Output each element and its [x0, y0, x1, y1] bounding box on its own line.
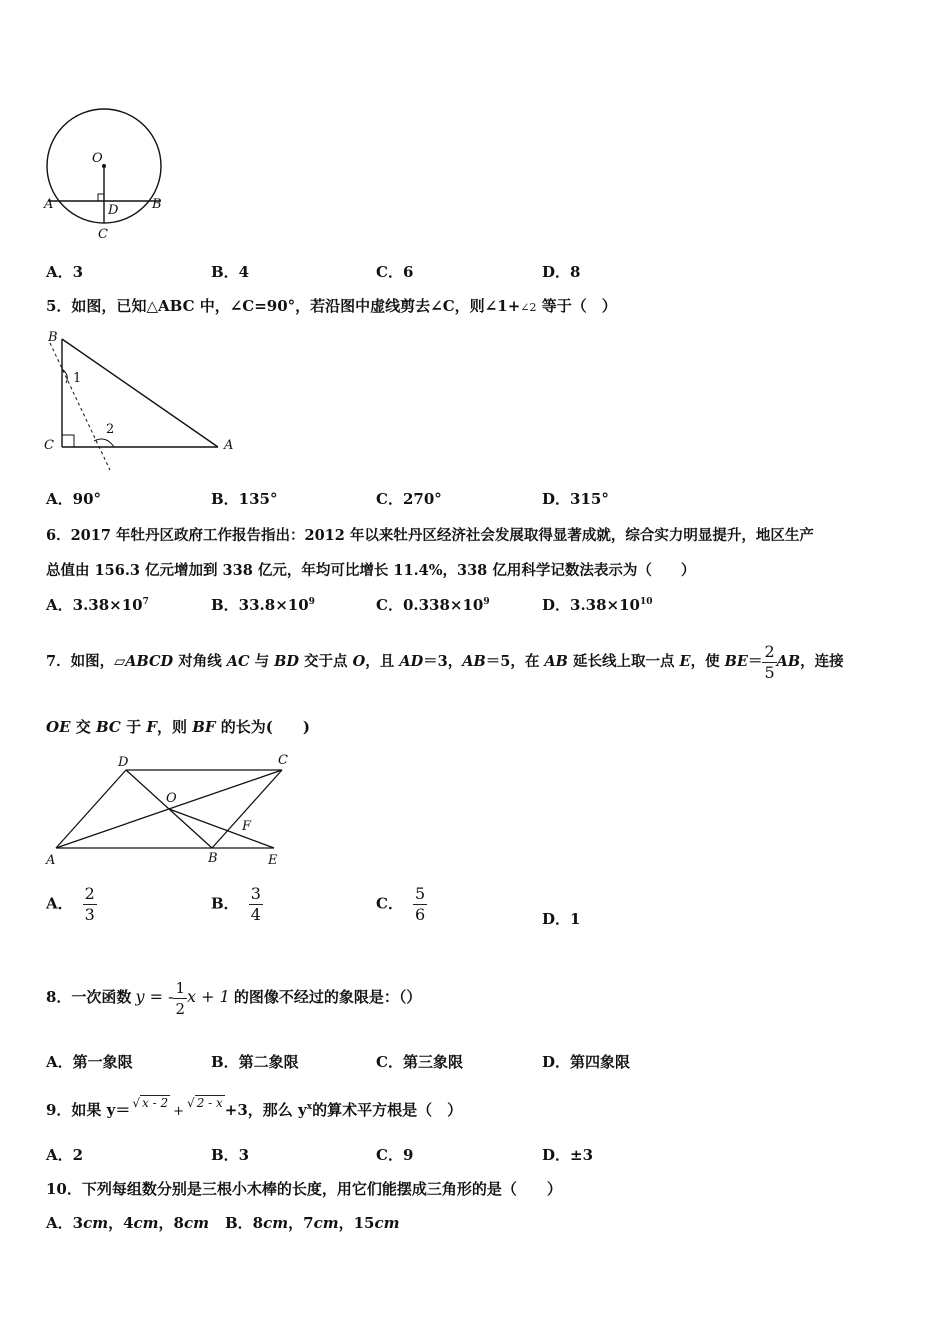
label-B: B: [48, 330, 58, 345]
q7-option-b-fraction: [249, 884, 263, 925]
figure-q4-circle: [40, 100, 180, 250]
q6-option-d-base: D．3.38×10: [542, 596, 640, 614]
q7-l2-text-b: 于: [120, 718, 147, 736]
q7-l2-text-d: 的长为( ): [215, 718, 310, 736]
q6-option-d[interactable]: [542, 594, 653, 615]
q8-fraction: [173, 978, 187, 1019]
q6-option-b[interactable]: [211, 594, 315, 615]
q8-prefix: 8．一次函数: [46, 988, 132, 1006]
q5-option-a[interactable]: A．90°: [46, 490, 102, 508]
q7-shape: ▱ABCD: [114, 653, 174, 670]
q7-stem-line2: [46, 716, 310, 737]
label-E: E: [268, 853, 278, 868]
q7-option-a-denominator: 3: [84, 905, 95, 924]
q10-b-u3: cm: [374, 1214, 400, 1232]
q8-x-tail: x + 1: [187, 987, 230, 1006]
q7-option-a[interactable]: [46, 884, 97, 925]
q6-option-c-exp: 9: [483, 597, 490, 607]
label-C: C: [44, 438, 54, 453]
label-F: F: [242, 819, 252, 834]
q10-a-1: A．3: [46, 1214, 84, 1232]
q5-angle2: ∠2: [520, 301, 537, 314]
q7-text-11: ，连接: [800, 653, 844, 670]
label-A: A: [224, 438, 234, 453]
q10-a-u2: cm: [133, 1214, 159, 1232]
q8-option-a[interactable]: A．第一象限: [46, 1053, 133, 1071]
q4-option-a[interactable]: A．3: [46, 263, 84, 281]
q7-text-2: 对角线: [173, 653, 227, 670]
label-B: B: [152, 197, 162, 212]
q7-text-6: ＝3，: [423, 653, 463, 670]
q7-ab-3: AB: [776, 653, 801, 670]
q7-bc: BC: [95, 718, 121, 736]
q7-text-8: 延长线上取一点: [567, 653, 680, 670]
q7-text-5: ，且: [365, 653, 400, 670]
q9-plus: +: [173, 1104, 185, 1119]
label-B: B: [208, 851, 218, 866]
q8-option-b[interactable]: B．第二象限: [211, 1053, 299, 1071]
q7-ad: AD: [399, 653, 424, 670]
q9-prefix: 9．如果 y＝: [46, 1101, 131, 1119]
q7-option-b-denominator: 4: [250, 905, 261, 924]
q4-option-d[interactable]: D．8: [542, 263, 581, 281]
q7-option-b-numerator: 3: [250, 884, 261, 903]
q9-radicand-2: 2 - x: [196, 1096, 223, 1110]
q7-text-10: ＝: [747, 653, 763, 670]
q7-option-a-label: A．: [46, 894, 73, 913]
q6-option-d-exp: 10: [639, 597, 653, 607]
q7-text-9: ，使: [690, 653, 725, 670]
q7-text-1: 7．如图，: [46, 653, 115, 670]
q6-stem-line1: 6．2017 年牡丹区政府工作报告指出：2012 年以来牡丹区经济社会发展取得显著成就，综合实力明显提升，地区生产: [46, 527, 814, 544]
label-A: A: [46, 853, 56, 868]
q9-radical-1: √ x - 2: [132, 1096, 169, 1110]
q8-suffix: 的图像不经过的象限是：（）: [233, 988, 422, 1006]
q10-a-u3: cm: [183, 1214, 209, 1232]
q5-option-c[interactable]: C．270°: [376, 490, 442, 508]
label-D: D: [118, 755, 129, 770]
q7-ab-2: AB: [544, 653, 568, 670]
label-O: O: [92, 151, 103, 166]
q10-options: [46, 1212, 399, 1233]
label-A: A: [44, 197, 54, 212]
q8-option-c[interactable]: C．第三象限: [376, 1053, 463, 1071]
q7-option-c-numerator: 5: [414, 884, 426, 903]
q9-stem: [46, 1090, 462, 1124]
label-D: D: [108, 203, 119, 218]
q6-option-c[interactable]: [376, 594, 490, 615]
q9-option-c[interactable]: C．9: [376, 1146, 414, 1164]
q9-mid: +3，那么 y: [224, 1101, 307, 1119]
q7-option-c-label: C．: [376, 894, 403, 913]
q6-option-b-exp: 9: [308, 597, 315, 607]
q10-a-3: ，8: [158, 1214, 184, 1232]
q7-be: BE: [724, 653, 748, 670]
q7-option-b-label: B．: [211, 894, 239, 913]
q7-option-c[interactable]: [376, 884, 427, 925]
q6-option-a-exp: 7: [142, 597, 149, 607]
label-angle-2: 2: [106, 422, 115, 437]
q9-option-a[interactable]: A．2: [46, 1146, 84, 1164]
q10-b-u1: cm: [263, 1214, 289, 1232]
q7-bd: BD: [274, 653, 299, 670]
q7-text-3: 与: [249, 653, 275, 670]
q6-stem-line2: 总值由 156.3 亿元增加到 338 亿元，年均可比增长 11.4%，338 亿用科学记数法表示为（ ）: [46, 562, 696, 579]
q9-suffix: 的算术平方根是（ ）: [312, 1101, 463, 1119]
q6-option-a[interactable]: [46, 594, 149, 615]
q10-stem: 10．下列每组数分别是三根小木棒的长度，用它们能摆成三角形的是（ ）: [46, 1180, 562, 1198]
q8-option-d[interactable]: D．第四象限: [542, 1053, 631, 1071]
q7-option-a-numerator: 2: [84, 884, 95, 903]
q7-option-d[interactable]: D．1: [542, 910, 581, 928]
q7-l2-text-c: ，则: [156, 718, 193, 736]
q10-a-2: ，4: [108, 1214, 134, 1232]
q6-option-a-base: A．3.38×10: [46, 596, 143, 614]
q7-e: E: [679, 653, 691, 670]
q4-option-c[interactable]: C．6: [376, 263, 414, 281]
q8-y-eq: y = -: [135, 987, 174, 1006]
q7-o: O: [352, 653, 366, 670]
q7-oe: OE: [46, 718, 71, 736]
q8-frac-denominator: 2: [175, 999, 186, 1018]
q7-fraction: [762, 642, 776, 683]
q4-option-b[interactable]: B．4: [211, 263, 250, 281]
q5-stem-tail: 等于（ ）: [536, 297, 617, 315]
q5-option-b[interactable]: B．135°: [211, 490, 278, 508]
q6-option-b-base: B．33.8×10: [211, 596, 309, 614]
label-angle-1: 1: [73, 371, 82, 386]
q10-b-u2: cm: [313, 1214, 339, 1232]
q7-option-a-fraction: [83, 884, 97, 925]
q7-option-c-denominator: 6: [414, 905, 426, 924]
q9-option-b[interactable]: B．3: [211, 1146, 250, 1164]
q7-text-4: 交于点: [299, 653, 353, 670]
q10-option-a[interactable]: [46, 1214, 209, 1232]
q9-exponent: x: [306, 1102, 313, 1112]
label-O: O: [166, 791, 177, 806]
q7-stem-line1: [46, 626, 844, 698]
q8-frac-numerator: 1: [175, 978, 186, 997]
figure-q7-parallelogram: [40, 748, 300, 873]
q5-stem: [46, 295, 617, 316]
q7-text-7: ＝5，在: [485, 653, 545, 670]
q7-frac-numerator: 2: [764, 641, 775, 661]
label-C: C: [278, 753, 288, 768]
q9-option-d[interactable]: D．±3: [542, 1146, 594, 1164]
q10-b-1: B．8: [225, 1214, 264, 1232]
q6-option-c-base: C．0.338×10: [376, 596, 484, 614]
q7-f: F: [146, 718, 157, 736]
q7-frac-denominator: 5: [764, 662, 775, 682]
figure-q5-triangle: [40, 325, 250, 475]
q9-radical-2: √ 2 - x: [187, 1096, 223, 1110]
q8-stem: [46, 967, 421, 1027]
q7-option-c-fraction: [413, 884, 427, 925]
q10-option-b[interactable]: [225, 1214, 399, 1232]
q7-option-b[interactable]: [211, 884, 263, 925]
q7-l2-text-a: 交: [70, 718, 96, 736]
label-C: C: [98, 227, 108, 242]
q7-bf: BF: [192, 718, 216, 736]
q5-stem-text: 5．如图，已知△ABC 中，∠C=90°，若沿图中虚线剪去∠C，则∠1+: [46, 297, 521, 315]
q7-ac: AC: [226, 653, 250, 670]
q10-b-2: ，7: [288, 1214, 314, 1232]
q9-radicand-1: x - 2: [142, 1096, 169, 1110]
q5-option-d[interactable]: D．315°: [542, 490, 609, 508]
q7-ab: AB: [462, 653, 486, 670]
q10-a-u1: cm: [83, 1214, 109, 1232]
q10-b-3: ，15: [338, 1214, 375, 1232]
